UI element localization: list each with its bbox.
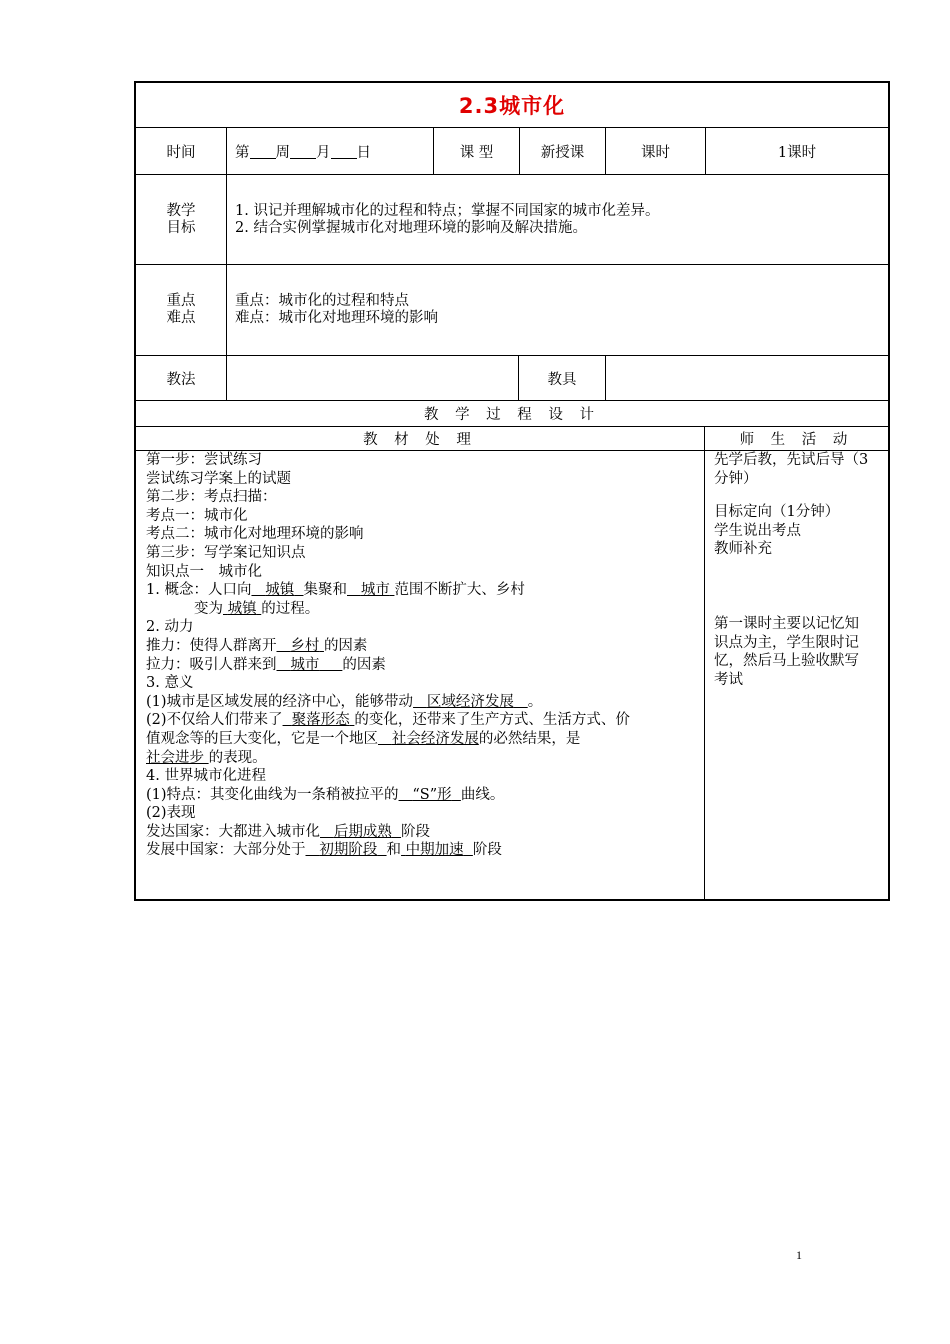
answer-blank: 城市 — [290, 656, 320, 673]
info-row — [136, 128, 888, 175]
activity-line: 识点为主，学生限时记 — [714, 634, 859, 651]
method-label: 教法 — [166, 371, 196, 388]
activity-line: 目标定向（1分钟） — [714, 504, 840, 521]
tools-value[interactable] — [605, 356, 888, 400]
answer-blank: 后期成熟 — [333, 823, 392, 840]
goals-row — [136, 175, 888, 265]
method-value[interactable] — [226, 356, 518, 400]
goal-item: 1. 识记并理解城市化的过程和特点；掌握不同国家的城市化差异。 — [235, 202, 660, 219]
goals-label-line-2: 目标 — [166, 219, 196, 236]
day-unit: 日 — [356, 144, 371, 161]
material-line: (1)城市是区域发展的经济中心，能够带动 区域经济发展 。 — [146, 693, 543, 710]
activity-line: 忆，然后马上验收默写 — [714, 653, 859, 670]
material-line: (1)特点：其变化曲线为一条稍被拉平的 “S”形 曲线。 — [146, 786, 505, 803]
activity-line: 教师补充 — [714, 541, 772, 558]
day-blank[interactable] — [331, 144, 357, 159]
week-blank[interactable] — [250, 144, 276, 159]
material-line: 3. 意义 — [146, 675, 194, 692]
type-label: 课 型 — [433, 128, 519, 174]
difficulty-text: 难点：城市化对地理环境的影响 — [235, 310, 438, 326]
process-body — [136, 451, 888, 899]
material-line: 4. 世界城市化进程 — [146, 768, 266, 785]
key-points-label-line-1: 重点 — [166, 293, 196, 309]
material-line: 考点一：城市化 — [146, 507, 248, 524]
material-line: 尝试练习学案上的试题 — [146, 470, 291, 487]
goal-item: 2. 结合实例掌握城市化对地理环境的影响及解决措施。 — [235, 219, 587, 236]
material-line: (2)不仅给人们带来了 聚落形态 的变化，还带来了生产方式、生活方式、价 — [146, 712, 630, 729]
answer-blank: 城镇 — [265, 582, 295, 599]
column-divider — [704, 451, 705, 899]
type-value: 新授课 — [519, 128, 605, 174]
material-line: 第一步：尝试练习 — [146, 452, 262, 468]
hours-value: 1课时 — [705, 128, 888, 174]
material-line: 2. 动力 — [146, 619, 194, 636]
process-header-row — [136, 401, 888, 427]
goals-content — [226, 175, 888, 264]
material-line: 社会进步 的表现。 — [146, 749, 267, 766]
answer-blank: 初期阶段 — [319, 842, 378, 859]
activity-line: 第一课时主要以记忆知 — [714, 615, 859, 632]
goals-label — [136, 175, 226, 264]
answer-blank: 中期加速 — [405, 842, 464, 859]
activity-content — [714, 451, 890, 689]
material-line: 发展中国家：大部分处于 初期阶段 和 中期加速 阶段 — [146, 842, 502, 859]
material-line: 第三步：写学案记知识点 — [146, 544, 306, 561]
answer-blank: 乡村 — [290, 637, 320, 654]
key-point-text: 重点：城市化的过程和特点 — [235, 293, 409, 309]
activity-line: 考试 — [714, 671, 743, 688]
activity-line: 先学后教，先试后导（3 — [714, 452, 869, 468]
material-line: 第二步：考点扫描： — [146, 489, 277, 506]
process-columns-row — [136, 427, 888, 451]
answer-blank: 城市 — [360, 582, 390, 599]
answer-blank: “S”形 — [412, 786, 452, 803]
material-line: 1. 概念：人口向 城镇 集聚和 城市 范围不断扩大、乡村 — [146, 582, 525, 599]
activity-column-header: 师 生 活 动 — [704, 427, 888, 450]
key-points-row — [136, 265, 888, 356]
week-prefix: 第 — [235, 144, 250, 161]
week-unit: 周 — [275, 144, 290, 161]
answer-blank: 社会进步 — [146, 749, 204, 766]
page-title: 2.3城市化 — [458, 94, 566, 118]
goals-label-line-1: 教学 — [166, 202, 196, 219]
date-field — [226, 128, 433, 174]
material-content — [146, 451, 698, 860]
month-unit: 月 — [316, 144, 331, 161]
activity-line: 学生说出考点 — [714, 522, 801, 539]
material-line: 值观念等的巨大变化，它是一个地区 社会经济发展的必然结果，是 — [146, 730, 581, 747]
key-points-label-line-2: 难点 — [166, 310, 196, 326]
key-points-label — [136, 265, 226, 355]
material-line: 知识点一 城市化 — [146, 563, 262, 580]
tools-label: 教具 — [518, 356, 605, 400]
answer-blank: 聚落形态 — [291, 712, 350, 729]
activity-line: 分钟） — [714, 470, 758, 487]
material-line: 推力：使得人群离开 乡村 的因素 — [146, 637, 368, 654]
material-line: 拉力：吸引人群来到 城市 的因素 — [146, 656, 386, 673]
method-row — [136, 356, 888, 401]
material-column-header: 教 材 处 理 — [363, 432, 477, 448]
lesson-plan-table — [134, 81, 890, 901]
answer-blank: 城镇 — [227, 600, 257, 617]
hours-label: 课时 — [605, 128, 705, 174]
process-header: 教 学 过 程 设 计 — [423, 407, 601, 423]
page-number: 1 — [796, 1248, 802, 1262]
material-line: (2)表现 — [146, 805, 196, 822]
material-line: 变为 城镇 的过程。 — [194, 600, 320, 617]
material-line: 考点二：城市化对地理环境的影响 — [146, 526, 364, 543]
key-points-content — [226, 265, 888, 355]
material-line: 发达国家：大都进入城市化 后期成熟 阶段 — [146, 823, 431, 840]
answer-blank: 社会经济发展 — [391, 730, 479, 747]
answer-blank: 区域经济发展 — [426, 693, 514, 710]
title-row — [136, 83, 888, 128]
month-blank[interactable] — [290, 144, 316, 159]
time-label: 时间 — [166, 144, 196, 161]
